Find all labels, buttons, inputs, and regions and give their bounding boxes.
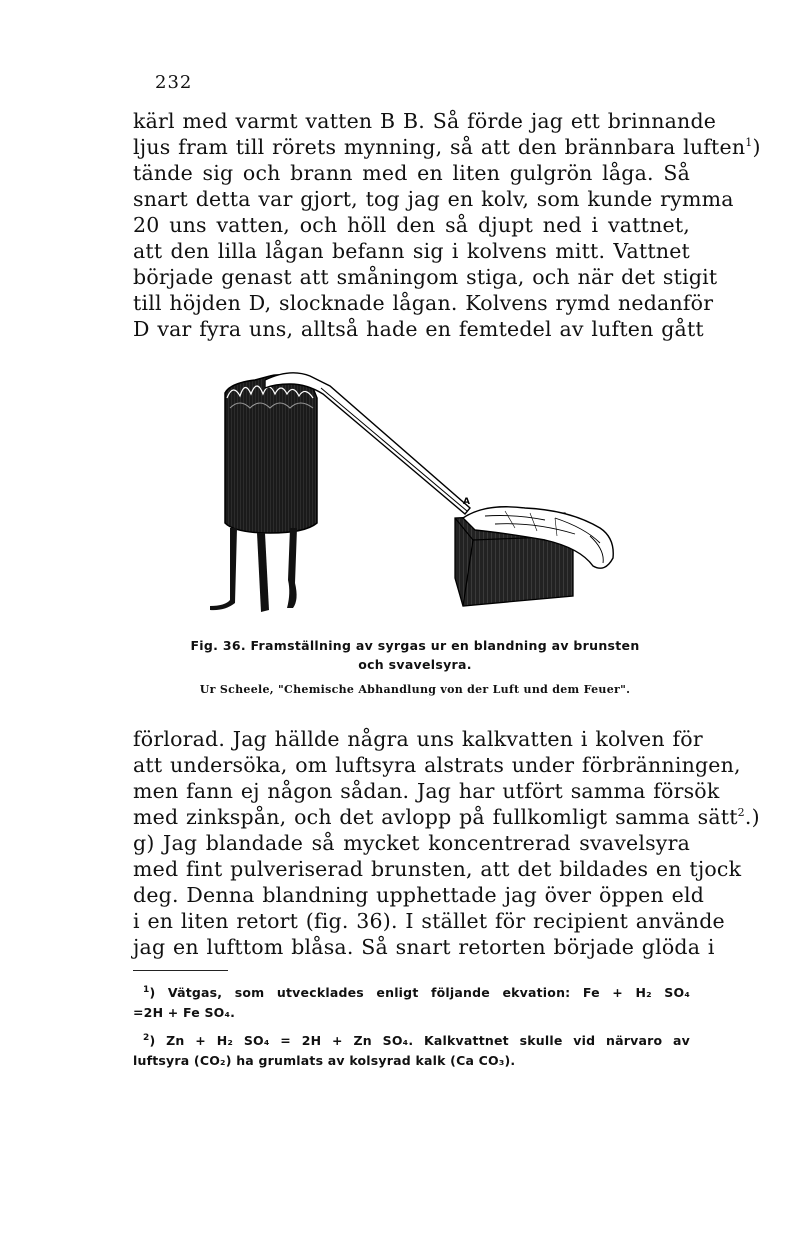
- figure-caption: Fig. 36. Framställning av syrgas ur en blandning av brunsten: [190, 638, 640, 653]
- text-line: började genast att småningom stiga, och när det stigit: [133, 265, 718, 289]
- text-line: g) Jag blandade så mycket koncentrerad svavelsyra: [133, 831, 690, 855]
- retort-illustration: [195, 368, 625, 628]
- footnote-ref: 2: [737, 806, 745, 820]
- footnote-1-continued: =2H + Fe SO₄.: [133, 1005, 236, 1020]
- figure-caption-continued: och svavelsyra.: [358, 657, 472, 672]
- text-line: D var fyra uns, alltså hade en femtedel av luften gått: [133, 317, 704, 341]
- footnote-2-continued: luftsyra (CO₂) ha grumlats av kolsyrad kalk (Ca CO₃).: [133, 1053, 516, 1068]
- page-number: 232: [155, 72, 193, 93]
- text-line: ljus fram till rörets mynning, så att den brännbara luften$^1$): [133, 135, 761, 159]
- footnotes: [133, 983, 690, 1071]
- text-line: med fint pulveriserad brunsten, att det bildades en tjock: [133, 857, 742, 881]
- text-line: till höjden D, slocknade lågan. Kolvens rymd nedanför: [133, 291, 714, 315]
- figure-label-a: A: [463, 497, 470, 507]
- text-line: 20 uns vatten, och höll den så djupt ned i vattnet,: [133, 213, 690, 237]
- furnace-icon: [210, 375, 317, 612]
- text-line: med zinkspån, och det avlopp på fullkomligt samma sätt$^2$.): [133, 805, 760, 829]
- text-line: snart detta var gjort, tog jag en kolv, som kunde rymma: [133, 187, 734, 211]
- text-line: att den lilla lågan befann sig i kolvens mitt. Vattnet: [133, 239, 690, 263]
- body-text-bottom: [133, 726, 760, 960]
- footnote-divider: [133, 970, 228, 971]
- text-line: deg. Denna blandning upphettade jag över öppen eld: [133, 883, 705, 907]
- footnote-ref: 1: [745, 136, 753, 150]
- text-line: att undersöka, om luftsyra alstrats under förbränningen,: [133, 753, 741, 777]
- text-line: tände sig och brann med en liten gulgrön låga. Så: [133, 161, 690, 185]
- footnote-2: $^2$) Zn + H₂ SO₄ = 2H + Zn SO₄. Kalkvattnet skulle vid närvaro av: [143, 1032, 690, 1048]
- body-text-top: [133, 108, 761, 342]
- figure-source: Ur Scheele, "Chemische Abhandlung von der Luft und dem Feuer".: [199, 683, 631, 696]
- text-line: jag en lufttom blåsa. Så snart retorten började glöda i: [133, 935, 715, 959]
- text-line: i en liten retort (fig. 36). I stället för recipient använde: [133, 909, 725, 933]
- text-line: men fann ej någon sådan. Jag har utfört samma försök: [133, 779, 720, 803]
- footnote-1: $^1$) Vätgas, som utvecklades enligt följande ekvation: Fe + H₂ SO₄: [143, 984, 690, 1000]
- text-line: förlorad. Jag hällde några uns kalkvatten i kolven för: [133, 727, 703, 751]
- text-line: kärl med varmt vatten B B. Så förde jag ett brinnande: [133, 109, 717, 133]
